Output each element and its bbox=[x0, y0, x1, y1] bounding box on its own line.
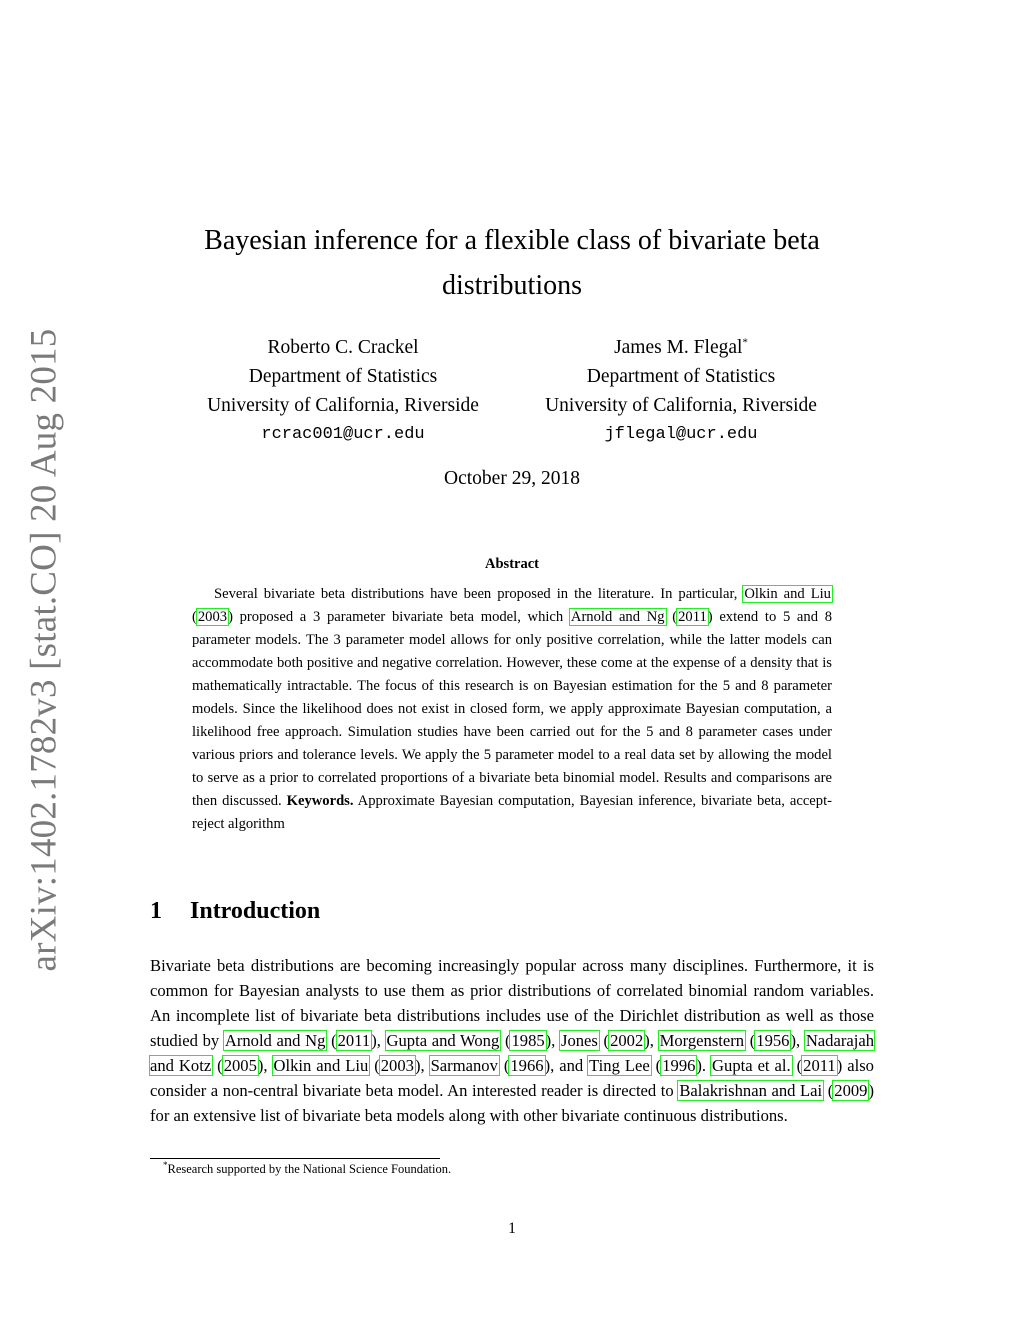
citation-year-link[interactable]: 2011 bbox=[803, 1056, 836, 1075]
citation-year-link[interactable]: 1956 bbox=[756, 1031, 790, 1050]
author-department: Department of Statistics bbox=[248, 366, 438, 387]
section-title: Introduction bbox=[190, 898, 321, 924]
citation-link[interactable]: Ting Lee bbox=[589, 1056, 650, 1075]
citation-link[interactable]: Olkin and Liu bbox=[273, 1056, 369, 1075]
abstract-text: Several bivariate beta distributions have been proposed in the literature. In particular, Olkin and Liu (2003) proposed a 3 parameter bivariate beta model, which Arnold and Ng (2011) extend to 5 and 8 parameter models. The 3 parameter model allows for only positive correlation, while the latter models can accommodate both positive and negative correlation. However, these come at the expense of a density that is mathematically intractable. The focus of this research is on Bayesian estimation for the 5 and 8 parameter models. Since the likelihood does not exist in closed form, we apply approximate Bayesian computation, a likelihood free approach. Simulation studies have been carried out for the 5 and 8 parameter cases under various priors and tolerance levels. We apply the 5 parameter model to a real data set by allowing the model to serve as a prior to correlated proportions of a bivariate beta binomial model. Results and comparisons are then discussed. Keywords. Approximate Bayesian computation, Bayesian inference, bivariate beta, accept-reject algorithm bbox=[192, 586, 832, 832]
citation-link[interactable]: Sarmanov bbox=[430, 1056, 498, 1075]
page-number: 1 bbox=[508, 1220, 516, 1237]
author-block bbox=[163, 333, 523, 449]
citation-link[interactable]: Nadarajah and Kotz bbox=[150, 1031, 874, 1075]
footnote-marker: * bbox=[163, 1159, 168, 1170]
citation-link[interactable]: Gupta et al. bbox=[712, 1056, 791, 1075]
citation-year-link[interactable]: 1985 bbox=[511, 1031, 545, 1050]
citation-link[interactable]: Arnold and Ng bbox=[224, 1031, 326, 1050]
footnote-divider bbox=[150, 1158, 440, 1159]
paper-title: Bayesian inference for a flexible class of bivariate beta distributions bbox=[204, 225, 820, 301]
keywords-text: Approximate Bayesian computation, Bayesian inference, bivariate beta, accept-reject algorithm bbox=[192, 793, 832, 832]
section-number: 1 bbox=[150, 898, 162, 924]
citation-link[interactable]: Gupta and Wong bbox=[386, 1031, 500, 1050]
footnote bbox=[163, 1159, 452, 1177]
author-block bbox=[501, 333, 861, 449]
citation-year-link[interactable]: 1996 bbox=[662, 1056, 696, 1075]
citation-year-link[interactable]: 2002 bbox=[610, 1031, 644, 1050]
citation-year-link[interactable]: 2009 bbox=[834, 1081, 868, 1100]
citation-year-link[interactable]: 2005 bbox=[223, 1056, 257, 1075]
citation-year-link[interactable]: 2003 bbox=[197, 609, 228, 625]
footnote-marker[interactable]: * bbox=[742, 336, 748, 349]
keywords-label: Keywords. bbox=[286, 793, 354, 809]
citation-year-link[interactable]: 1966 bbox=[510, 1056, 544, 1075]
citation-link[interactable]: Morgenstern bbox=[659, 1031, 745, 1050]
author-name: Roberto C. Crackel bbox=[267, 337, 419, 358]
intro-paragraph: Bivariate beta distributions are becoming increasingly popular across many disciplines. Furthermore, it is common for Bayesian analysts to use them as prior distributions of correlated binomial random variables. An incomplete list of bivariate beta distributions includes use of the Dirichlet distribution as well as those studied by Arnold and Ng (2011), Gupta and Wong (1985), Jones (2002), Morgenstern (1956), Nadarajah and Kotz (2005), Olkin and Liu (2003), Sarmanov (1966), and Ting Lee (1996). Gupta et al. (2011) also consider a non-central bivariate beta model. An interested reader is directed to Balakrishnan and Lai (2009) for an extensive list of bivariate beta models along with other bivariate continuous distributions. bbox=[150, 956, 874, 1125]
author-university: University of California, Riverside bbox=[545, 395, 817, 416]
citation-link[interactable]: Jones bbox=[561, 1031, 598, 1050]
arxiv-stamp bbox=[12, 328, 76, 972]
citation-year-link[interactable]: 2011 bbox=[678, 609, 707, 625]
footnote-text: Research supported by the National Science Foundation. bbox=[167, 1162, 452, 1176]
author-department: Department of Statistics bbox=[586, 366, 776, 387]
citation-link[interactable]: Arnold and Ng bbox=[570, 609, 665, 625]
author-university: University of California, Riverside bbox=[207, 395, 479, 416]
citation-link[interactable]: Olkin and Liu bbox=[744, 586, 831, 602]
citation-year-link[interactable]: 2003 bbox=[380, 1056, 414, 1075]
author-name: James M. Flegal bbox=[614, 337, 743, 358]
citation-link[interactable]: Balakrishnan and Lai bbox=[679, 1081, 823, 1100]
paper-date: October 29, 2018 bbox=[444, 468, 580, 489]
author-email[interactable]: jflegal@ucr.edu bbox=[604, 425, 758, 444]
abstract-heading: Abstract bbox=[485, 556, 539, 572]
section-heading bbox=[150, 898, 320, 925]
citation-year-link[interactable]: 2011 bbox=[337, 1031, 371, 1050]
author-email[interactable]: rcrac001@ucr.edu bbox=[261, 425, 425, 444]
arxiv-stamp-text: arXiv:1402.1782v3 [stat.CO] 20 Aug 2015 bbox=[23, 328, 65, 972]
